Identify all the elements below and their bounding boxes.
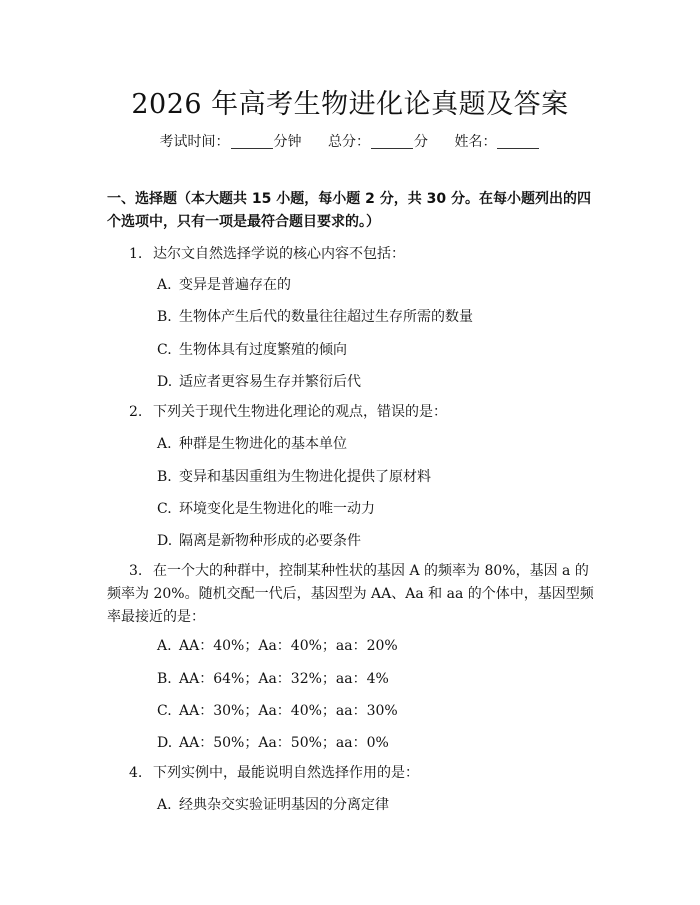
question-number: 3. xyxy=(129,563,143,579)
option-letter: A. xyxy=(157,436,172,452)
option-letter: D. xyxy=(157,533,173,549)
option-letter: B. xyxy=(157,671,172,687)
option-text: AA：64%；Aa：32%；aa：4% xyxy=(179,671,389,687)
question-text: 下列关于现代生物进化理论的观点，错误的是： xyxy=(153,404,447,420)
question-1-option-b[interactable] xyxy=(157,307,597,327)
option-text: AA：30%；Aa：40%；aa：30% xyxy=(179,703,398,719)
question-3-option-c[interactable] xyxy=(157,701,597,721)
question-2-option-a[interactable] xyxy=(157,434,597,454)
option-text: 生物体产生后代的数量往往超过生存所需的数量 xyxy=(179,309,473,325)
question-text: 在一个大的种群中，控制某种性状的基因 A 的频率为 80%，基因 a 的频率为 20%。随机交配一代后，基因型为 AA、Aa 和 aa 的个体中，基因型频率最接近的是： xyxy=(107,563,594,625)
question-text: 达尔文自然选择学说的核心内容不包括： xyxy=(153,246,405,262)
option-letter: A. xyxy=(157,277,172,293)
option-text: 隔离是新物种形成的必要条件 xyxy=(179,533,361,549)
option-text: 变异是普遍存在的 xyxy=(179,277,291,293)
option-text: 环境变化是生物进化的唯一动力 xyxy=(179,501,375,517)
option-letter: D. xyxy=(157,374,173,390)
question-4 xyxy=(107,762,599,785)
option-text: 变异和基因重组为生物进化提供了原材料 xyxy=(179,469,431,485)
question-text: 下列实例中，最能说明自然选择作用的是： xyxy=(153,765,419,781)
exam-info-row xyxy=(0,131,700,151)
score-label: 总分： xyxy=(328,134,370,150)
section-heading: 一、选择题（本大题共 15 小题，每小题 2 分，共 30 分。在每小题列出的四个选项中，只有一项是最符合题目要求的。） xyxy=(107,191,591,230)
option-letter: C. xyxy=(157,703,172,719)
exam-time xyxy=(160,131,302,151)
option-letter: D. xyxy=(157,735,173,751)
name-label: 姓名： xyxy=(454,134,497,150)
option-text: 适应者更容易生存并繁衍后代 xyxy=(179,374,361,390)
question-1 xyxy=(107,243,599,266)
option-letter: B. xyxy=(157,309,172,325)
question-number: 4. xyxy=(129,765,143,781)
question-1-option-a[interactable] xyxy=(157,275,597,295)
option-text: 经典杂交实验证明基因的分离定律 xyxy=(179,797,389,813)
question-1-option-c[interactable] xyxy=(157,340,597,360)
page-title: 2026 年高考生物进化论真题及答案 xyxy=(131,89,569,120)
question-4-option-a[interactable] xyxy=(157,795,597,815)
option-letter: A. xyxy=(157,797,172,813)
question-3 xyxy=(107,560,599,629)
student-name xyxy=(454,131,540,151)
option-letter: A. xyxy=(157,638,172,654)
name-blank[interactable] xyxy=(497,134,539,149)
question-3-option-d[interactable] xyxy=(157,733,597,753)
question-2-option-b[interactable] xyxy=(157,467,597,487)
question-2-option-c[interactable] xyxy=(157,499,597,519)
time-label: 考试时间： xyxy=(159,134,230,150)
question-number: 2. xyxy=(129,404,143,420)
option-letter: C. xyxy=(157,342,172,358)
option-text: AA：40%；Aa：40%；aa：20% xyxy=(179,638,398,654)
option-letter: B. xyxy=(157,469,172,485)
question-1-option-d[interactable] xyxy=(157,372,597,392)
score-unit: 分 xyxy=(414,134,428,150)
time-blank[interactable] xyxy=(231,134,273,149)
question-2-option-d[interactable] xyxy=(157,531,597,551)
question-3-option-b[interactable] xyxy=(157,669,597,689)
question-3-option-a[interactable] xyxy=(157,636,597,656)
question-2 xyxy=(107,401,599,424)
option-text: AA：50%；Aa：50%；aa：0% xyxy=(179,735,389,751)
score-blank[interactable] xyxy=(371,134,413,149)
total-score xyxy=(328,131,428,151)
option-text: 种群是生物进化的基本单位 xyxy=(179,436,347,452)
option-text: 生物体具有过度繁殖的倾向 xyxy=(179,342,347,358)
question-number: 1. xyxy=(129,246,143,262)
time-unit: 分钟 xyxy=(273,134,302,150)
option-letter: C. xyxy=(157,501,172,517)
